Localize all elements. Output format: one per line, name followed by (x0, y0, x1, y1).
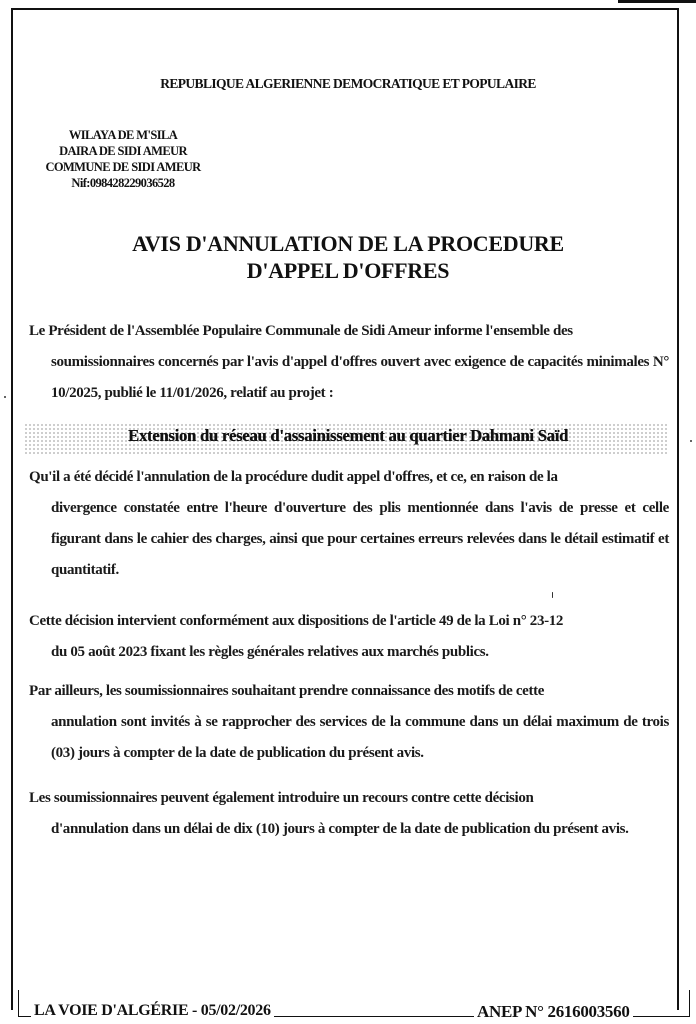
appeal-first-line: Les soumissionnaires peuvent également introduire un recours contre cette décision (29, 790, 534, 806)
project-name: Extension du réseau d'assainissement au quartier Dahmani Saïd (128, 426, 568, 445)
motives-first-line: Par ailleurs, les soumissionnaires souhaitant prendre connaissance des motifs de cette (29, 683, 545, 699)
intro-continuation: soumissionnaires concernés par l'avis d'appel d'offres ouvert avec exigence de capacités minimales N° 10/2025, publié le 11/01/2026, relatif au projet : (51, 354, 669, 401)
footer-left-corner (18, 990, 19, 1017)
decision-first-line: Qu'il a été décidé l'annulation de la procédure dudit appel d'offres, et ce, en raison de la (29, 469, 558, 485)
notice-title-line-1: AVIS D'ANNULATION DE LA PROCEDURE (132, 231, 564, 256)
intro-first-line: Le Président de l'Assemblée Populaire Communale de Sidi Ameur informe l'ensemble des (29, 323, 573, 339)
decision-paragraph (29, 462, 669, 586)
issuer-daira: DAIRA DE SIDI AMEUR (59, 144, 187, 158)
publication-source: LA VOIE D'ALGÉRIE - 05/02/2026 (31, 1002, 274, 1020)
issuer-nif: Nif:098428229036528 (71, 176, 175, 190)
anep-reference: ANEP N° 2616003560 (474, 1002, 633, 1022)
decision-continuation: divergence constatée entre l'heure d'ouverture des plis mentionnée dans l'avis de presse et celle figurant dans le cahier des charges, ainsi que pour certaines erreurs relevées dans le détail estimatif et quantitatif. (51, 500, 669, 578)
issuer-wilaya: WILAYA DE M'SILA (68, 128, 178, 142)
notice-title (0, 230, 696, 284)
intro-paragraph (29, 316, 669, 409)
scan-speck (4, 396, 6, 398)
appeal-paragraph (29, 783, 669, 845)
motives-continuation: annulation sont invités à se rapprocher des services de la commune dans un délai maximum de trois (03) jours à compter de la date de publication du présent avis. (51, 714, 669, 761)
issuer-block (30, 127, 216, 191)
scan-speck (552, 592, 553, 598)
republic-heading: REPUBLIQUE ALGERIENNE DEMOCRATIQUE ET POPULAIRE (160, 75, 536, 92)
motives-paragraph (29, 676, 669, 769)
notice-title-line-2: D'APPEL D'OFFRES (246, 258, 450, 283)
appeal-continuation: d'annulation dans un délai de dix (10) jours à compter de la date de publication du présent avis. (51, 821, 629, 837)
legal-basis-continuation: du 05 août 2023 fixant les règles générales relatives aux marchés publics. (51, 644, 489, 660)
legal-basis-first-line: Cette décision intervient conformément aux dispositions de l'article 49 de la Loi n° 23-12 (29, 613, 564, 629)
footer-right-corner (689, 990, 690, 1017)
scan-artifact-bar (618, 0, 696, 3)
scan-speck (690, 440, 692, 442)
issuer-commune: COMMUNE DE SIDI AMEUR (45, 160, 201, 174)
legal-basis-paragraph (29, 606, 669, 668)
